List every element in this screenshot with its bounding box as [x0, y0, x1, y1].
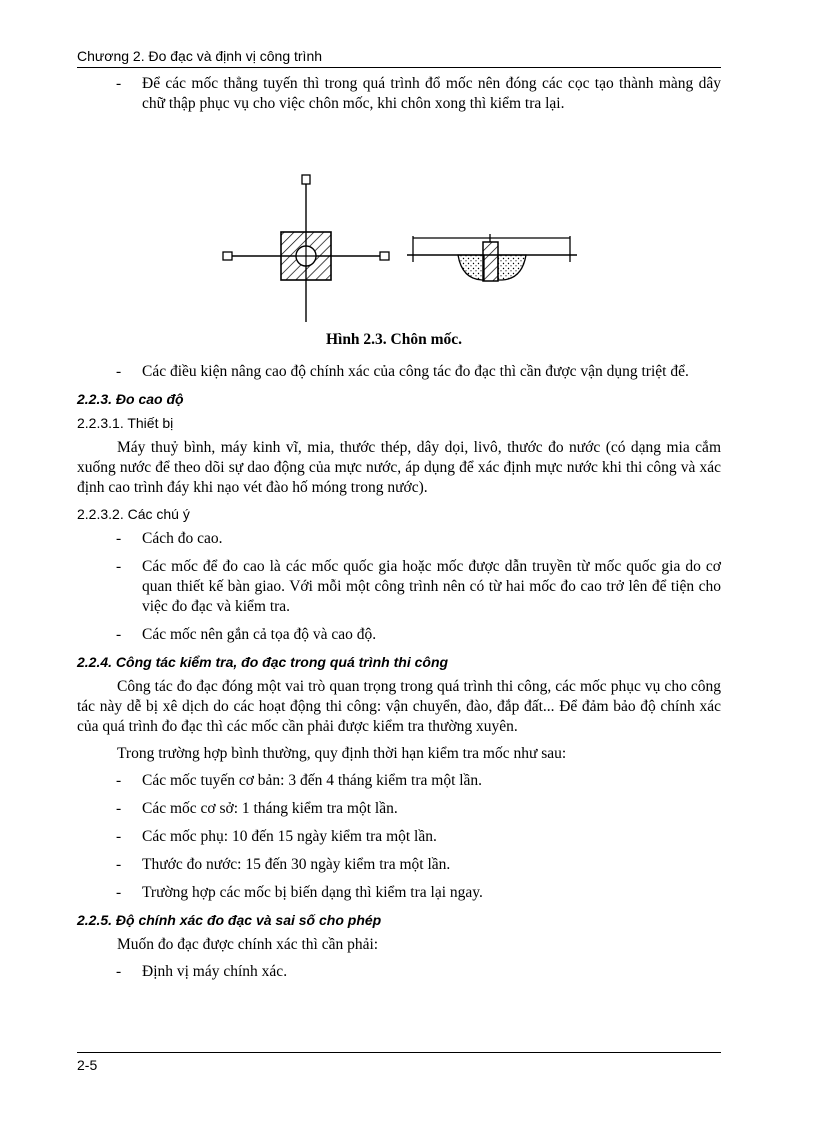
- plan-view: [223, 175, 389, 322]
- section-heading-2-2-4: 2.2.4. Công tác kiểm tra, đo đạc trong quá trình thi công: [77, 654, 449, 670]
- bullet-item: - Định vị máy chính xác.: [116, 963, 288, 980]
- chon-moc-diagram: [77, 122, 721, 322]
- paragraph: Muốn đo đạc được chính xác thì cần phải:: [117, 936, 379, 953]
- bullet-text: Thước đo nước: 15 đến 30 ngày kiểm tra một lần.: [142, 856, 451, 873]
- bullet-item: - Các mốc tuyến cơ bản: 3 đến 4 tháng kiểm tra một lần.: [116, 772, 483, 789]
- bullet-item: - Các mốc nên gắn cả tọa độ và cao độ.: [116, 626, 377, 643]
- bullet-text: Các điều kiện nâng cao độ chính xác của công tác đo đạc thì cần được vận dụng triệt để.: [142, 363, 689, 380]
- figure-caption: Hình 2.3. Chôn mốc.: [325, 331, 463, 348]
- page-number: 2-5: [77, 1057, 98, 1073]
- bullet-item: - Thước đo nước: 15 đến 30 ngày kiểm tra một lần.: [116, 856, 451, 873]
- page-content: [77, 74, 721, 990]
- subsection-heading-2-2-3-1: 2.2.3.1. Thiết bị: [77, 415, 174, 431]
- bullet-item: - Các mốc để đo cao là các mốc quốc gia hoặc mốc được dẫn truyền từ mốc quốc gia do cơ quan thiết kế bàn giao. Với mỗi một công trình nên có từ hai mốc đo cao trở lên để tiện cho việc đo đạc và kiểm tra.: [116, 558, 721, 615]
- paragraph: Máy thuỷ bình, máy kinh vĩ, mia, thước thép, dây dọi, livô, thước đo nước (có dạng mia cắm xuống nước để theo dõi sự dao động của mực nước, áp dụng để xác định mực nước khi thi công và xác định cao trình đáy khi nạo vét đào hố móng trong nước).: [77, 439, 721, 496]
- bullet-text: Định vị máy chính xác.: [142, 963, 288, 980]
- section-heading-2-2-3: 2.2.3. Đo cao độ: [77, 391, 184, 407]
- figure-chon-moc: [77, 122, 721, 322]
- section-view: [407, 234, 577, 281]
- bullet-text: Cách đo cao.: [142, 530, 223, 547]
- bullet-item: - Để các mốc thẳng tuyến thì trong quá trình đổ mốc nên đóng các cọc tạo thành màng dây chữ thập phục vụ cho việc chôn mốc, khi chôn xong thì kiểm tra lại.: [116, 75, 721, 112]
- subsection-heading-2-2-3-2: 2.2.3.2. Các chú ý: [77, 506, 190, 522]
- bullet-item: - Các mốc cơ sở: 1 tháng kiểm tra một lần.: [116, 800, 398, 817]
- paragraph: Trong trường hợp bình thường, quy định thời hạn kiểm tra mốc như sau:: [117, 745, 567, 762]
- bullet-text: Các mốc phụ: 10 đến 15 ngày kiểm tra một lần.: [142, 828, 437, 845]
- chapter-title: Chương 2. Đo đạc và định vị công trình: [77, 48, 323, 64]
- page-footer: [77, 1052, 721, 1073]
- bullet-text: Các mốc để đo cao là các mốc quốc gia hoặc mốc được dẫn truyền từ mốc quốc gia do cơ quan thiết kế bàn giao. Với mỗi một công trình nên có từ hai mốc đo cao trở lên để tiện cho việc đo đạc và kiểm tra.: [142, 558, 721, 615]
- paragraph: Công tác đo đạc đóng một vai trò quan trọng trong quá trình thi công, các mốc phục vụ cho công tác này dễ bị xê dịch do các hoạt động thi công: vận chuyển, đào, đắp đất... Để đảm bảo độ chính xác của quá trình đo đạc thì các mốc cần phải được kiểm tra thường xuyên.: [77, 678, 721, 735]
- section-heading-2-2-5: 2.2.5. Độ chính xác đo đạc và sai số cho phép: [77, 912, 382, 928]
- bullet-item: - Trường hợp các mốc bị biến dạng thì kiểm tra lại ngay.: [116, 884, 483, 901]
- bullet-text: Trường hợp các mốc bị biến dạng thì kiểm tra lại ngay.: [142, 884, 483, 901]
- bullet-text: Các mốc nên gắn cả tọa độ và cao độ.: [142, 626, 377, 643]
- bullet-item: - Các mốc phụ: 10 đến 15 ngày kiểm tra một lần.: [116, 828, 437, 845]
- bullet-text: Để các mốc thẳng tuyến thì trong quá trình đổ mốc nên đóng các cọc tạo thành màng dây chữ thập phục vụ cho việc chôn mốc, khi chôn xong thì kiểm tra lại.: [142, 75, 721, 112]
- bullet-item: - Các điều kiện nâng cao độ chính xác của công tác đo đạc thì cần được vận dụng triệt để.: [116, 363, 689, 380]
- bullet-text: Các mốc tuyến cơ bản: 3 đến 4 tháng kiểm tra một lần.: [142, 772, 483, 789]
- bullet-item: - Cách đo cao.: [116, 530, 223, 547]
- page-header: [77, 48, 721, 68]
- bullet-text: Các mốc cơ sở: 1 tháng kiểm tra một lần.: [142, 800, 398, 817]
